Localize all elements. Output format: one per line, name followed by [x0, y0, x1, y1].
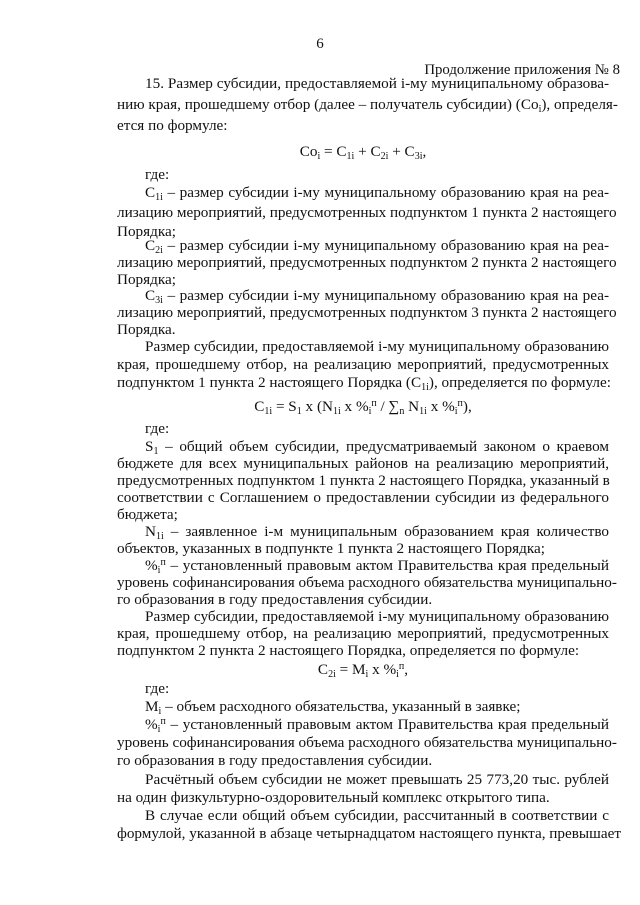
s1-line-4: соответствии с Соглашением о предоставлении субсидии из федерального — [117, 489, 609, 506]
formula-c1i: $С_{1i} = S_1$ x ($N_{1i}$ x $\%_i^п / \sum_n$ $N_{1i}$ x $\%_i^п$), — [254, 398, 472, 417]
mi-line-1: $M_i$ – объем расходного обязательства, указанный в заявке; — [145, 698, 521, 717]
formula-co: $Со_i = С_{1i} + С_{2i} + С_{3i}$, — [299, 143, 427, 162]
size2-line-3: подпунктом 2 пункта 2 настоящего Порядка, определяется по формуле: — [117, 642, 580, 659]
case-line-2: формулой, указанной в абзаце четырнадцатом настоящего пункта, превышает — [117, 825, 621, 842]
pct1-line-3: го образования в году предоставления субсидии. — [117, 591, 433, 608]
where-label-3: где: — [145, 680, 170, 697]
s1-line-5: бюджета; — [117, 506, 178, 523]
case-line-1: В случае если общий объем субсидии, рассчитанный в соответствии с — [145, 807, 609, 824]
size1-line-3: подпунктом 1 пункта 2 настоящего Порядка $(С_{1i})$, определяется по формуле: — [117, 374, 611, 393]
pct2-line-2: уровень софинансирования объема расходного обязательства муниципально- — [117, 734, 617, 751]
pct2-line-3: го образования в году предоставления субсидии. — [117, 752, 433, 769]
c2-line-1: $С_{2i}$ – размер субсидии i-му муниципальному образованию края на реа- — [145, 237, 609, 256]
c2-line-3: Порядка; — [117, 271, 176, 288]
calc-line-2: на один физкультурно-оздоровительный комплекс открытого типа. — [117, 789, 550, 806]
n1-line-1: $N_{1i}$ – заявленное i-м муниципальным образованием края количество — [145, 523, 609, 542]
pct1-line-1: $\%_i^п$ – установленный правовым актом Правительства края предельный — [145, 557, 609, 576]
c1-line-1: $С_{1i}$ – размер субсидии i-му муниципальному образованию края на реа- — [145, 184, 609, 203]
where-label-2: где: — [145, 420, 170, 437]
s1-line-1: $S_1$ – общий объем субсидии, предусматриваемый законом о краевом — [145, 438, 609, 457]
pct2-line-1: $\%_i^п$ – установленный правовым актом Правительства края предельный — [145, 716, 609, 735]
n1-line-2: объектов, указанных в подпункте 1 пункта 2 настоящего Порядка; — [117, 540, 545, 557]
s1-line-2: бюджете для всех муниципальных районов на реализацию мероприятий, — [117, 455, 609, 472]
c2-line-2: лизацию мероприятий, предусмотренных подпунктом 2 пункта 2 настоящего — [117, 254, 617, 271]
c3-line-3: Порядка. — [117, 321, 176, 338]
pct1-line-2: уровень софинансирования объема расходного обязательства муниципально- — [117, 574, 617, 591]
size2-line-1: Размер субсидии, предоставляемой i-му муниципальному образованию — [145, 608, 609, 625]
p15-line-3: ется по формуле: — [117, 117, 228, 134]
c3-line-2: лизацию мероприятий, предусмотренных подпунктом 3 пункта 2 настоящего — [117, 304, 617, 321]
formula-c2i: $С_{2i} = M_i$ x $\%_i^п$, — [317, 661, 409, 680]
c1-line-3: Порядка; — [117, 223, 176, 240]
page-number: 6 — [316, 36, 324, 52]
appendix-continuation-header: Продолжение приложения № 8 — [424, 62, 620, 78]
size1-line-1: Размер субсидии, предоставляемой i-му муниципальному образованию — [145, 338, 609, 355]
c1-line-2: лизацию мероприятий, предусмотренных подпунктом 1 пункта 2 настоящего — [117, 204, 617, 221]
c3-line-1: $С_{3i}$ – размер субсидии i-му муниципальному образованию края на реа- — [145, 287, 609, 306]
s1-line-3: предусмотренных подпунктом 1 пункта 2 настоящего Порядка, указанный в — [117, 472, 610, 489]
calc-line-1: Расчётный объем субсидии не может превышать 25 773,20 тыс. рублей — [145, 771, 609, 788]
where-label: где: — [145, 166, 170, 183]
p15-line-1: 15. Размер субсидии, предоставляемой i-му муниципальному образова- — [145, 75, 609, 92]
size1-line-2: края, прошедшему отбор, на реализацию мероприятий, предусмотренных — [117, 356, 609, 373]
p15-line-2: нию края, прошедшему отбор (далее – получатель субсидии) $(Со_i)$, определя- — [117, 96, 618, 115]
size2-line-2: края, прошедшему отбор, на реализацию мероприятий, предусмотренных — [117, 625, 609, 642]
